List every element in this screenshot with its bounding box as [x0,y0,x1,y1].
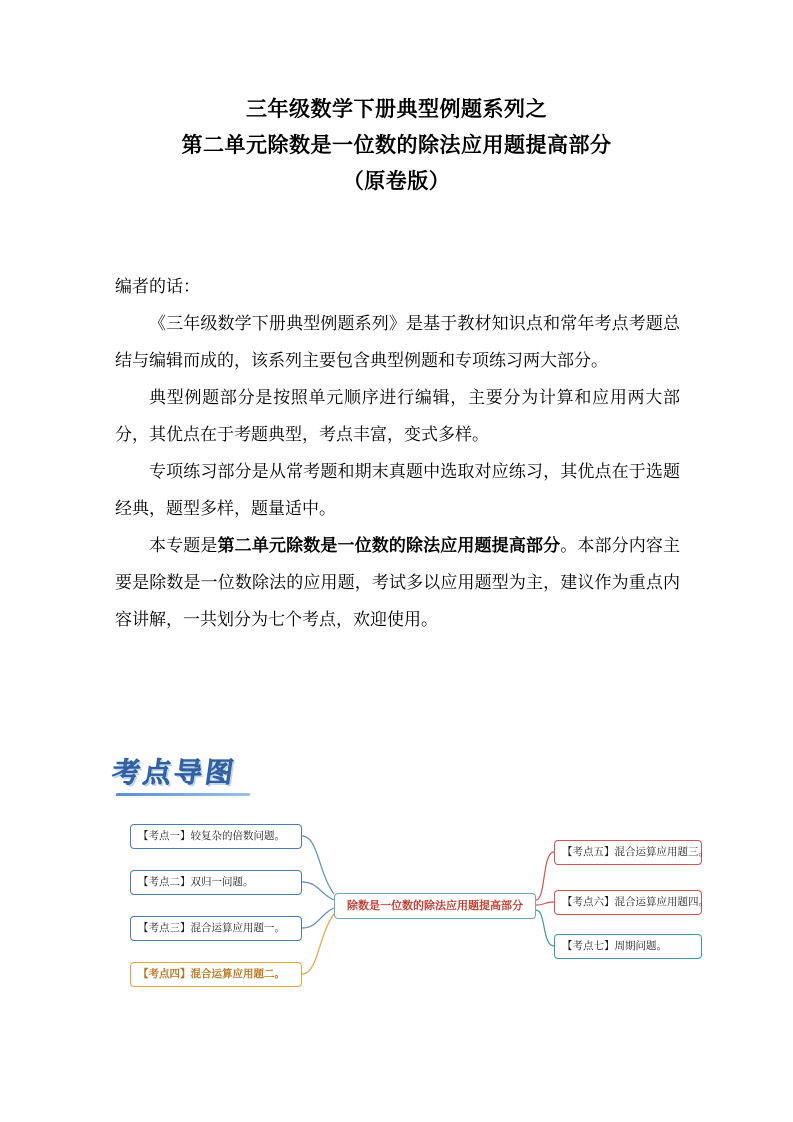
mindmap-node-1[interactable]: 【考点一】较复杂的倍数问题。 [130,824,302,849]
mindmap-node-2[interactable]: 【考点二】双归一问题。 [130,870,302,895]
mindmap-node-5[interactable]: 【考点五】混合运算应用题三。 [554,840,702,865]
mindmap-node-4[interactable]: 【考点四】混合运算应用题二。 [130,962,302,987]
connector-k5 [536,852,554,900]
document-title [0,92,793,200]
mindmap-node-6[interactable]: 【考点六】混合运算应用题四。 [554,890,702,915]
paragraph-topic-summary [115,527,680,638]
document-body [115,268,680,638]
title-line-2: 第二单元除数是一位数的除法应用题提高部分 [181,134,612,157]
mindmap-center-node[interactable]: 除数是一位数的除法应用题提高部分 [334,893,536,919]
mindmap-node-3[interactable]: 【考点三】混合运算应用题一。 [130,916,302,941]
connector-k3 [302,908,334,928]
paragraph-editor-note: 编者的话： [115,277,200,296]
title-line-3: （原卷版） [342,170,451,193]
connector-k1 [302,836,334,894]
mindmap-heading-underline [115,793,250,796]
topic-prefix: 本专题是 [149,536,218,555]
connector-k6 [536,902,554,905]
mindmap-heading [109,757,312,797]
connector-k4 [302,914,334,974]
topic-suffix: 。本部分内容主要是除数是一位数除法的应用题，考试多以应用题型为主，建议作为重点内容讲解，一共划分为七个考点，欢迎使用。 [115,536,681,629]
paragraph-practice-section: 专项练习部分是从常考题和期末真题中选取对应练习，其优点在于选题经典，题型多样，题量适中。 [115,462,680,518]
title-line-1: 三年级数学下册典型例题系列之 [246,98,547,121]
mindmap-diagram [112,812,712,1002]
mindmap-node-7[interactable]: 【考点七】周期问题。 [554,934,702,959]
paragraph-examples-section: 典型例题部分是按照单元顺序进行编辑，主要分为计算和应用两大部分，其优点在于考题典型，考点丰富，变式多样。 [115,388,680,444]
topic-bold: 第二单元除数是一位数的除法应用题提高部分 [217,536,561,555]
paragraph-series-intro: 《三年级数学下册典型例题系列》是基于教材知识点和常年考点考题总结与编辑而成的，该系列主要包含典型例题和专项练习两大部分。 [115,314,680,370]
connector-k7 [536,910,554,946]
mindmap-heading-text: 考点导图 [109,758,239,789]
